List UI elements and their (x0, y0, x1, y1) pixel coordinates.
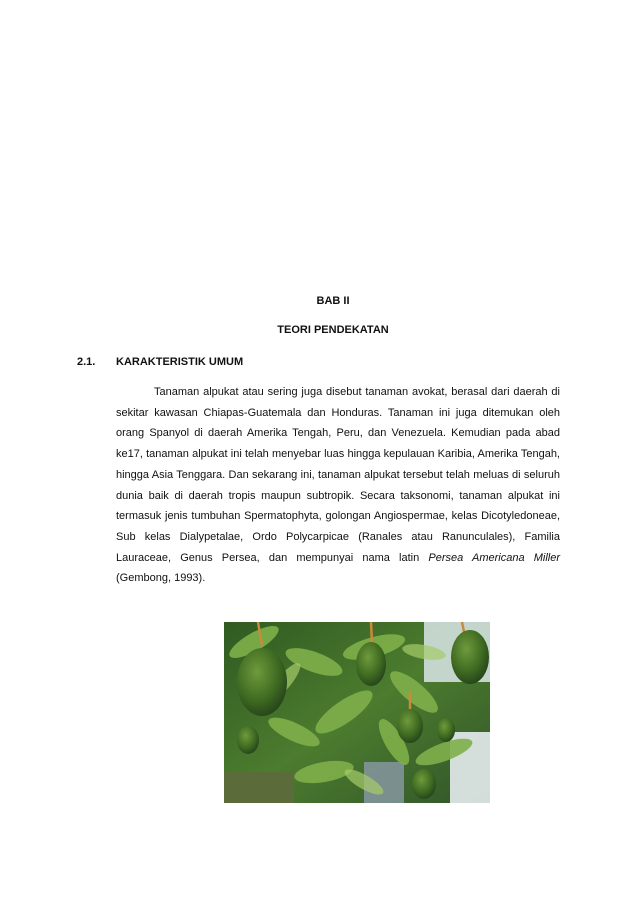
section-title: KARAKTERISTIK UMUM (116, 356, 244, 368)
avocado-tree-photo (224, 622, 490, 803)
body-paragraph (116, 382, 560, 589)
latin-name: Persea Americana Miller (428, 551, 561, 564)
citation-text: (Gembong, 1993). (116, 572, 206, 585)
section-number: 2.1. (77, 356, 96, 368)
avocado-photo-illustration (224, 622, 490, 803)
chapter-number: BAB II (316, 295, 350, 307)
paragraph-text: Tanaman alpukat atau sering juga disebut tanaman avokat, berasal dari daerah di sekitar kawasan Chiapas-Guatemala dan Honduras. Tanaman ini juga ditemukan oleh orang Spanyol di daerah Amerika Tengah, Peru, dan Venezuela. Kemudian pada abad ke17, tanaman alpukat ini telah menyebar luas hingga kepulauan Karibia, Amerika Tengah, hingga Asia Tenggara. Dan sekarang ini, tanaman alpukat tersebut telah meluas di seluruh dunia baik di daerah tropis maupun subtropik. Secara taksonomi, tanaman alpukat ini termasuk jenis tumbuhan Spermatophyta, golongan Angiospermae, kelas Dicotyledoneae, Sub kelas Dialypetalae, Ordo Polycarpicae (Ranales atau Ranunculales), Familia Lauraceae, Genus Persea, dan mempunyai nama latin (116, 386, 560, 564)
chapter-title: TEORI PENDEKATAN (277, 324, 389, 336)
